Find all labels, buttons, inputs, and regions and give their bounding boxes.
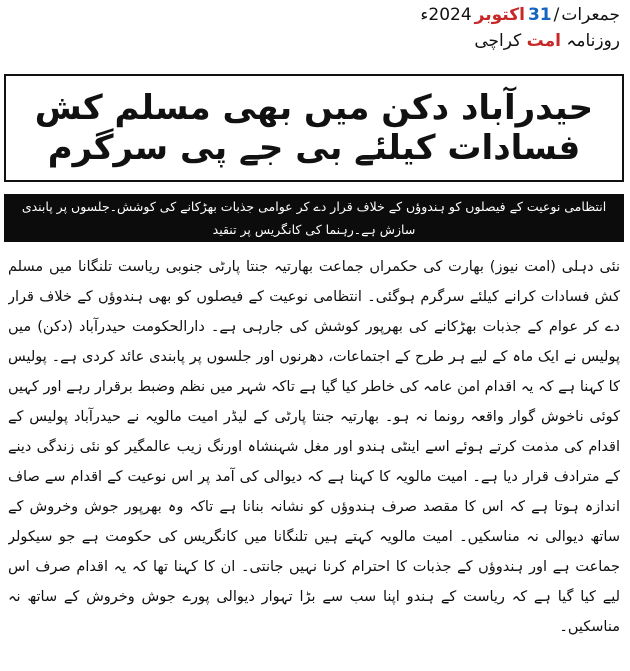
article-paragraph: نئی دہلی (امت نیوز) بھارت کی حکمراں جماعت بھارتیہ جنتا پارٹی جنوبی ریاست تلنگانا میں مسلم کش فسادات کرانے کیلئے سرگرم ہوگئی۔ انتظامی نوعیت کے فیصلوں کو بھی ہندوؤں کے خلاف قرار دے کر عوام کے جذبات بھڑکانے کی بھرپور کوشش کی جارہی ہے۔ دارالحکومت حیدرآباد (دکن) میں پولیس نے ایک ماہ کے لیے ہر طرح کے اجتماعات، دھرنوں اور جلسوں پر پابندی عائد کردی ہے۔ پولیس کا کہنا ہے کہ یہ اقدام امن عامہ کی خاطر کیا گیا ہے تاکہ شہر میں نظم وضبط برقرار رہے اور کہیں کوئی ناخوش گوار واقعہ رونما نہ ہو۔ بھارتیہ جنتا پارٹی کے لیڈر امیت مالویہ نے حیدرآباد پولیس کے اقدام کی مذمت کرتے ہوئے اسے اینٹی ہندو اور مغل شہنشاہ اورنگ زیب عالمگیر کو نئی زندگی دینے کے مترادف قرار دیا ہے۔ امیت مالویہ کا کہنا ہے کہ دیوالی کی آمد پر اس نوعیت کے اقدام سے صاف اندازہ ہوتا ہے کہ اس کا مقصد صرف ہندوؤں کو نشانہ بنانا ہے تاکہ وہ بھرپور جوش وخروش کے ساتھ دیوالی نہ مناسکیں۔ امیت مالویہ کہتے ہیں تلنگانا میں کانگریس کی حکومت ہے جو سیکولر جماعت ہے اور ہندوؤں کے جذبات کا احترام کرنا نہیں جانتی۔ ان کا کہنا تھا کہ یہ اقدام صرف اس لیے کیا گیا ہے کہ ریاست کے ہندو اپنا سب سے بڑا تہوار دیوالی پورے جوش وخروش کے ساتھ نہ مناسکیں۔ (8, 259, 620, 635)
source-line (474, 30, 620, 52)
dateline-month: اکتوبر (474, 5, 525, 25)
dateline-separator: / (553, 5, 560, 25)
source-city: کراچی (474, 31, 522, 51)
headline: حیدرآباد دکن میں بھی مسلم کش فسادات کیلئے بی جے پی سرگرم (34, 88, 594, 168)
dateline-year: 2024ء (420, 5, 472, 25)
paper-name: امت (526, 31, 561, 51)
dateline-date-number: 31 (527, 5, 552, 25)
article-body (8, 252, 620, 664)
subheadline: انتظامی نوعیت کے فیصلوں کو ہندوؤں کے خلاف قرار دے کر عوامی جذبات بھڑکانے کی کوشش۔جلسوں پر پابندی سازش ہے۔رہنما کی کانگریس پر تنقید (4, 194, 624, 242)
dateline (420, 4, 620, 26)
dateline-day: جمعرات (561, 5, 620, 25)
source-prefix: روزنامہ (566, 31, 620, 51)
headline-box (4, 74, 624, 182)
